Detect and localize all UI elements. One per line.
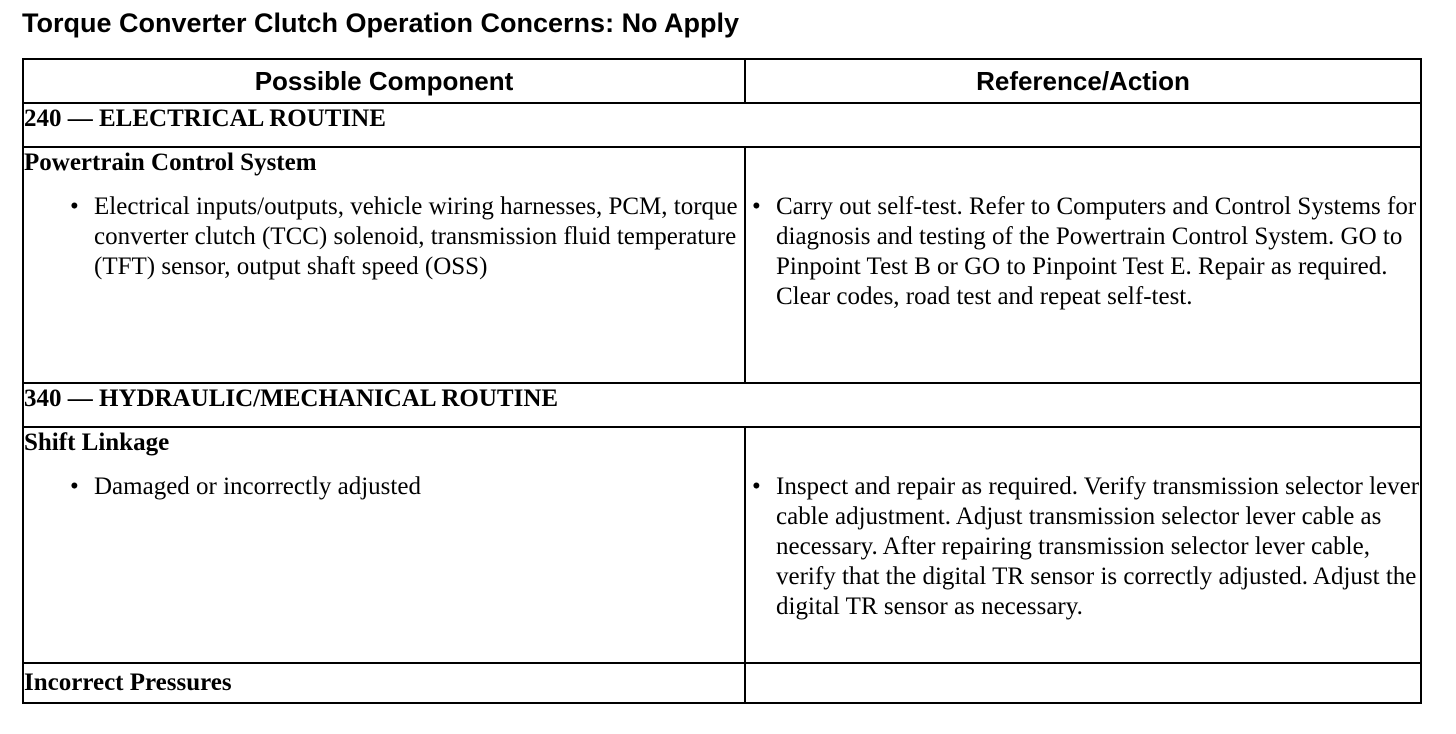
diagnostic-table <box>22 58 1422 704</box>
header-reference-action: Reference/Action <box>745 59 1421 103</box>
component-bullets <box>24 192 744 282</box>
action-bullets <box>746 472 1420 622</box>
component-cell <box>23 663 745 703</box>
component-cell <box>23 147 745 383</box>
page-title: Torque Converter Clutch Operation Concerns: No Apply <box>22 8 740 38</box>
component-row-shift-linkage <box>23 427 1421 663</box>
component-name: Shift Linkage <box>24 429 170 456</box>
component-name: Incorrect Pressures <box>24 669 232 696</box>
header-possible-component: Possible Component <box>23 59 745 103</box>
routine-label: 240 — ELECTRICAL ROUTINE <box>23 103 1421 147</box>
component-bullets <box>24 472 744 502</box>
action-bullet-item: • Carry out self-test. Refer to Computers and Control Systems for diagnosis and testing of the Powertrain Control System. GO to Pinpoint Test B or GO to Pinpoint Test E. Repair as required. Clear codes, road test and repeat self-test. <box>746 192 1420 312</box>
action-bullet-item: • Inspect and repair as required. Verify transmission selector lever cable adjustment. Adjust transmission selector lever cable as necessary. After repairing transmission selector lever cable, verify that the digital TR sensor is correctly adjusted. Adjust the digital TR sensor as necessary. <box>746 472 1420 622</box>
action-cell <box>745 427 1421 663</box>
component-bullet-item: • Damaged or incorrectly adjusted <box>64 472 744 502</box>
component-name: Powertrain Control System <box>24 149 317 176</box>
routine-row-electrical <box>23 103 1421 147</box>
component-row-incorrect-pressures <box>23 663 1421 703</box>
action-cell <box>745 147 1421 383</box>
component-cell <box>23 427 745 663</box>
routine-label: 340 — HYDRAULIC/MECHANICAL ROUTINE <box>23 383 1421 427</box>
component-row-powertrain <box>23 147 1421 383</box>
routine-row-hydraulic <box>23 383 1421 427</box>
component-bullet-item: • Electrical inputs/outputs, vehicle wiring harnesses, PCM, torque converter clutch (TCC) solenoid, transmission fluid temperature (TFT) sensor, output shaft speed (OSS) <box>64 192 744 282</box>
action-bullets <box>746 192 1420 312</box>
header-row <box>23 59 1421 103</box>
action-cell-empty <box>745 663 1421 703</box>
